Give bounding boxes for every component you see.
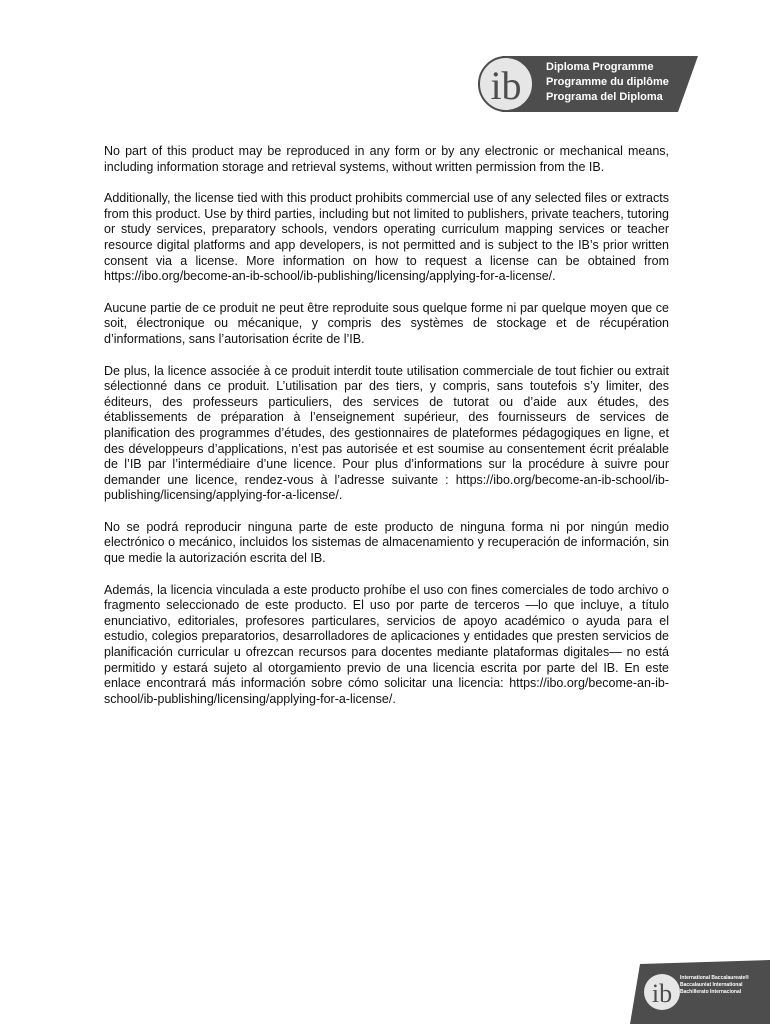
paragraph-fr-2: De plus, la licence associée à ce produit interdit toute utilisation commerciale de tout fichier ou extrait sélectionné dans ce produit. L’utilisation par des tiers, y compris, sans toutefois s’y limiter, des éditeurs, des professeurs particuliers, des services de tutorat ou d’aide aux études, des établissements de préparation à l’enseignement supérieur, des fournisseurs de services de planification des programmes d’études, des gestionnaires de plateformes pédagogiques en ligne, et des développeurs d’applications, n’est pas autorisée et est soumise au consentement écrit préalable de l’IB par l’intermédiaire d’une licence. Pour plus d’informations sur la procédure à suivre pour demander une licence, rendez-vous à l’adresse suivante : https://ibo.org/become-an-ib-school/ib-publishing/licensing/applying-for-a-license/. xyxy=(104,363,669,503)
organisation-name-en: International Baccalaureate® xyxy=(680,975,749,981)
paragraph-es-2: Además, la licencia vinculada a este producto prohíbe el uso con fines comerciales de todo archivo o fragmento seleccionado de este producto. El uso por parte de terceros —lo que incluye, a título enunciativo, editoriales, profesores particulares, servicios de apoyo académico o ayuda para el estudio, colegios preparatorios, desarrolladores de aplicaciones y entidades que presten servicios de planificación curricular u ofrezcan recursos para docentes mediante plataformas digitales— no está permitido y estará sujeto al otorgamiento previo de una licencia escrita por parte del IB. En este enlace encontrará más información sobre cómo solicitar una licencia: https://ibo.org/become-an-ib-school/ib-publishing/licensing/applying-for-a-license/. xyxy=(104,582,669,706)
footer-organisation-names xyxy=(680,975,749,996)
ib-logo-glyph: ib xyxy=(490,63,522,108)
footer-logo-glyph: ib xyxy=(651,979,673,1008)
organisation-name-fr: Baccalauréat International xyxy=(680,982,743,988)
header-programme-names xyxy=(546,60,669,105)
paragraph-en-2: Additionally, the license tied with this product prohibits commercial use of any selected files or extracts from this product. Use by third parties, including but not limited to publishers, private teachers, tutoring or study services, preparatory schools, vendors operating curriculum mapping services or teacher resource digital platforms and app developers, is not permitted and is subject to the IB’s prior written consent via a license. More information on how to request a license can be obtained from https://ibo.org/become-an-ib-school/ib-publishing/licensing/applying-for-a-license/. xyxy=(104,191,669,284)
programme-name-fr: Programme du diplôme xyxy=(546,76,669,88)
paragraph-en-1: No part of this product may be reproduced in any form or by any electronic or mechanical means, including information storage and retrieval systems, without written permission from the IB. xyxy=(104,144,669,174)
paragraph-es-1: No se podrá reproducir ninguna parte de este producto de ninguna forma ni por ningún medio electrónico o mecánico, incluidos los sistemas de almacenamiento y recuperación de información, sin que medie la autorización escrita del IB. xyxy=(104,519,669,566)
organisation-name-es: Bachillerato Internacional xyxy=(680,989,742,995)
copyright-notice xyxy=(104,144,669,723)
programme-name-en: Diploma Programme xyxy=(546,61,654,73)
paragraph-fr-1: Aucune partie de ce produit ne peut être reproduite sous quelque forme ni par quelque moyen que ce soit, électronique ou mécanique, y compris des systèmes de stockage et de récupération d’informations, sans l’autorisation écrite de l’IB. xyxy=(104,300,669,346)
programme-name-es: Programa del Diploma xyxy=(546,91,663,103)
